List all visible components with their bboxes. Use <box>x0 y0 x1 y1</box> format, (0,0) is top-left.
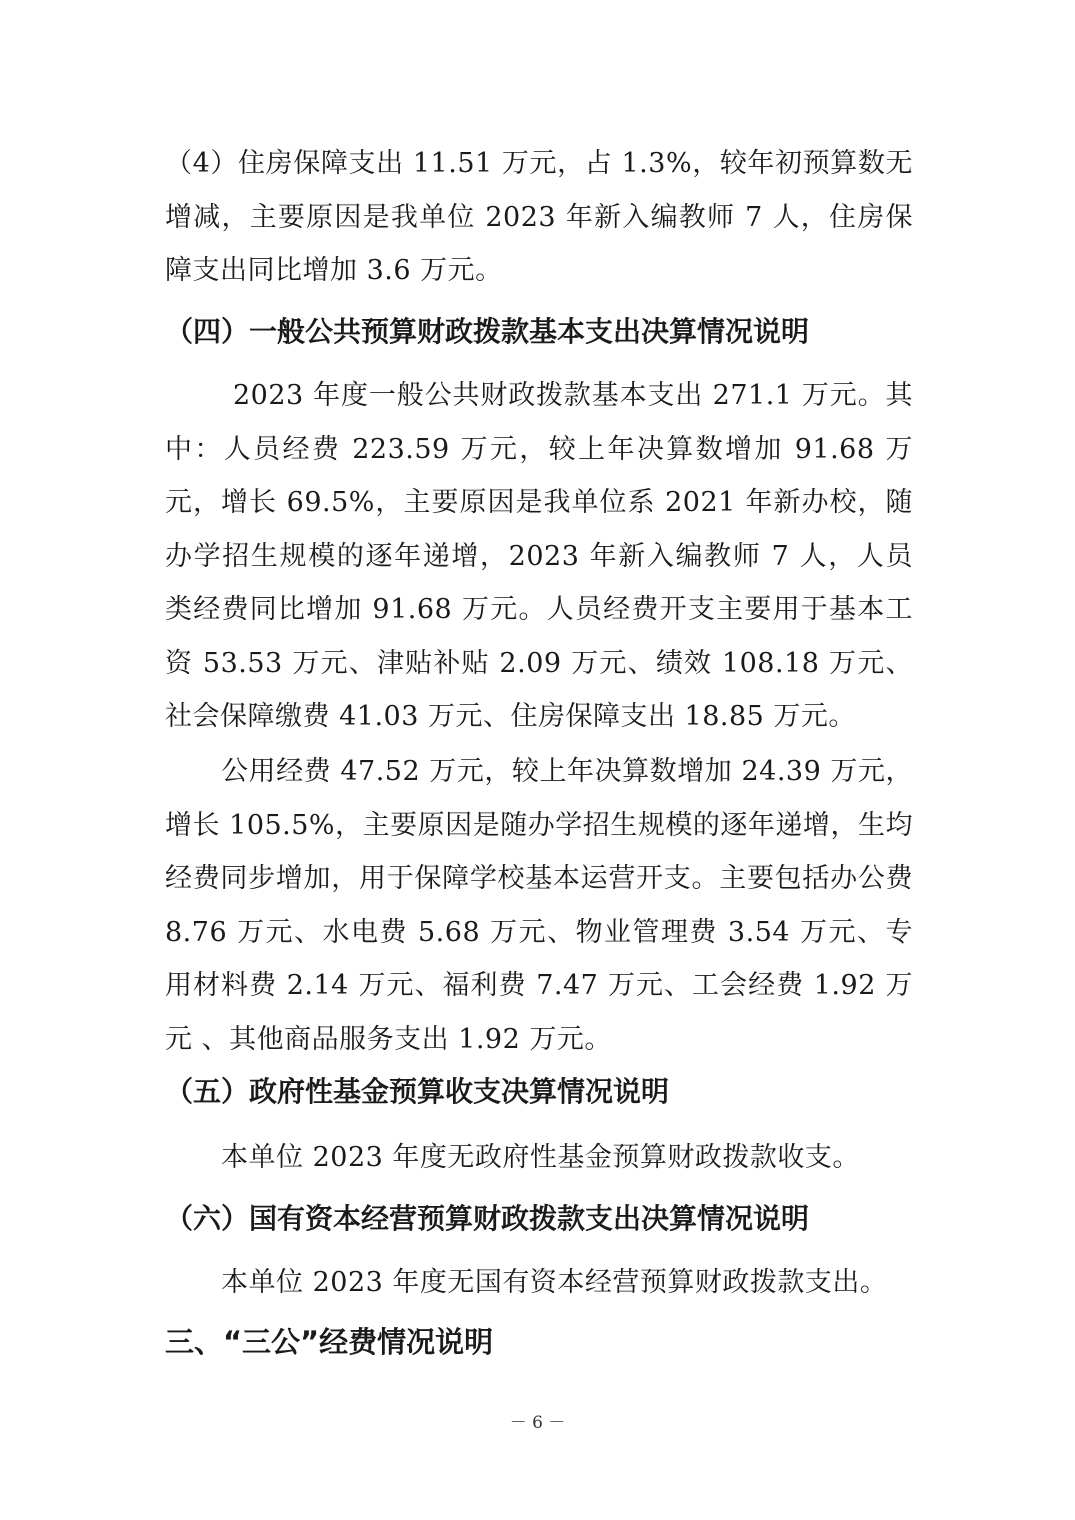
paragraph-state-capital: 本单位 2023 年度无国有资本经营预算财政拨款支出。 <box>221 1267 888 1298</box>
heading-section-6: （六）国有资本经营预算财政拨款支出决算情况说明 <box>165 1202 810 1235</box>
heading-section-4: （四）一般公共预算财政拨款基本支出决算情况说明 <box>165 315 810 348</box>
paragraph-public-expenditure: 公用经费 47.52 万元，较上年决算数增加 24.39 万元，增长 105.5%，主要原因是随办学招生规模的逐年递增，生均经费同步增加，用于保障学校基本运营开支。主要包括办公费 8.76 万元、水电费 5.68 万元、物业管理费 3.54 万元、专用材料费 2.14 万元、福利费 7.47 万元、工会经费 1.92 万元 、其他商品服务支出 1.92 万元。 <box>165 756 913 1055</box>
heading-section-3: 三、“三公”经费情况说明 <box>165 1325 494 1359</box>
heading-section-5: （五）政府性基金预算收支决算情况说明 <box>165 1075 670 1108</box>
paragraph-government-fund: 本单位 2023 年度无政府性基金预算财政拨款收支。 <box>221 1142 860 1173</box>
page-number: － 6 － <box>509 1413 566 1433</box>
paragraph-housing-expenditure: （4）住房保障支出 11.51 万元，占 1.3%，较年初预算数无增减，主要原因是我单位 2023 年新入编教师 7 人，住房保障支出同比增加 3.6 万元。 <box>165 148 913 286</box>
paragraph-basic-expenditure: 2023 年度一般公共财政拨款基本支出 271.1 万元。其中：人员经费 223.59 万元，较上年决算数增加 91.68 万元，增长 69.5%，主要原因是我单位系 2021 年新办校，随办学招生规模的逐年递增，2023 年新入编教师 7 人，人员类经费同比增加 91.68 万元。人员经费开支主要用于基本工资 53.53 万元、津贴补贴 2.09 万元、绩效 108.18 万元、社会保障缴费 41.03 万元、住房保障支出 18.85 万元。 <box>165 380 913 732</box>
